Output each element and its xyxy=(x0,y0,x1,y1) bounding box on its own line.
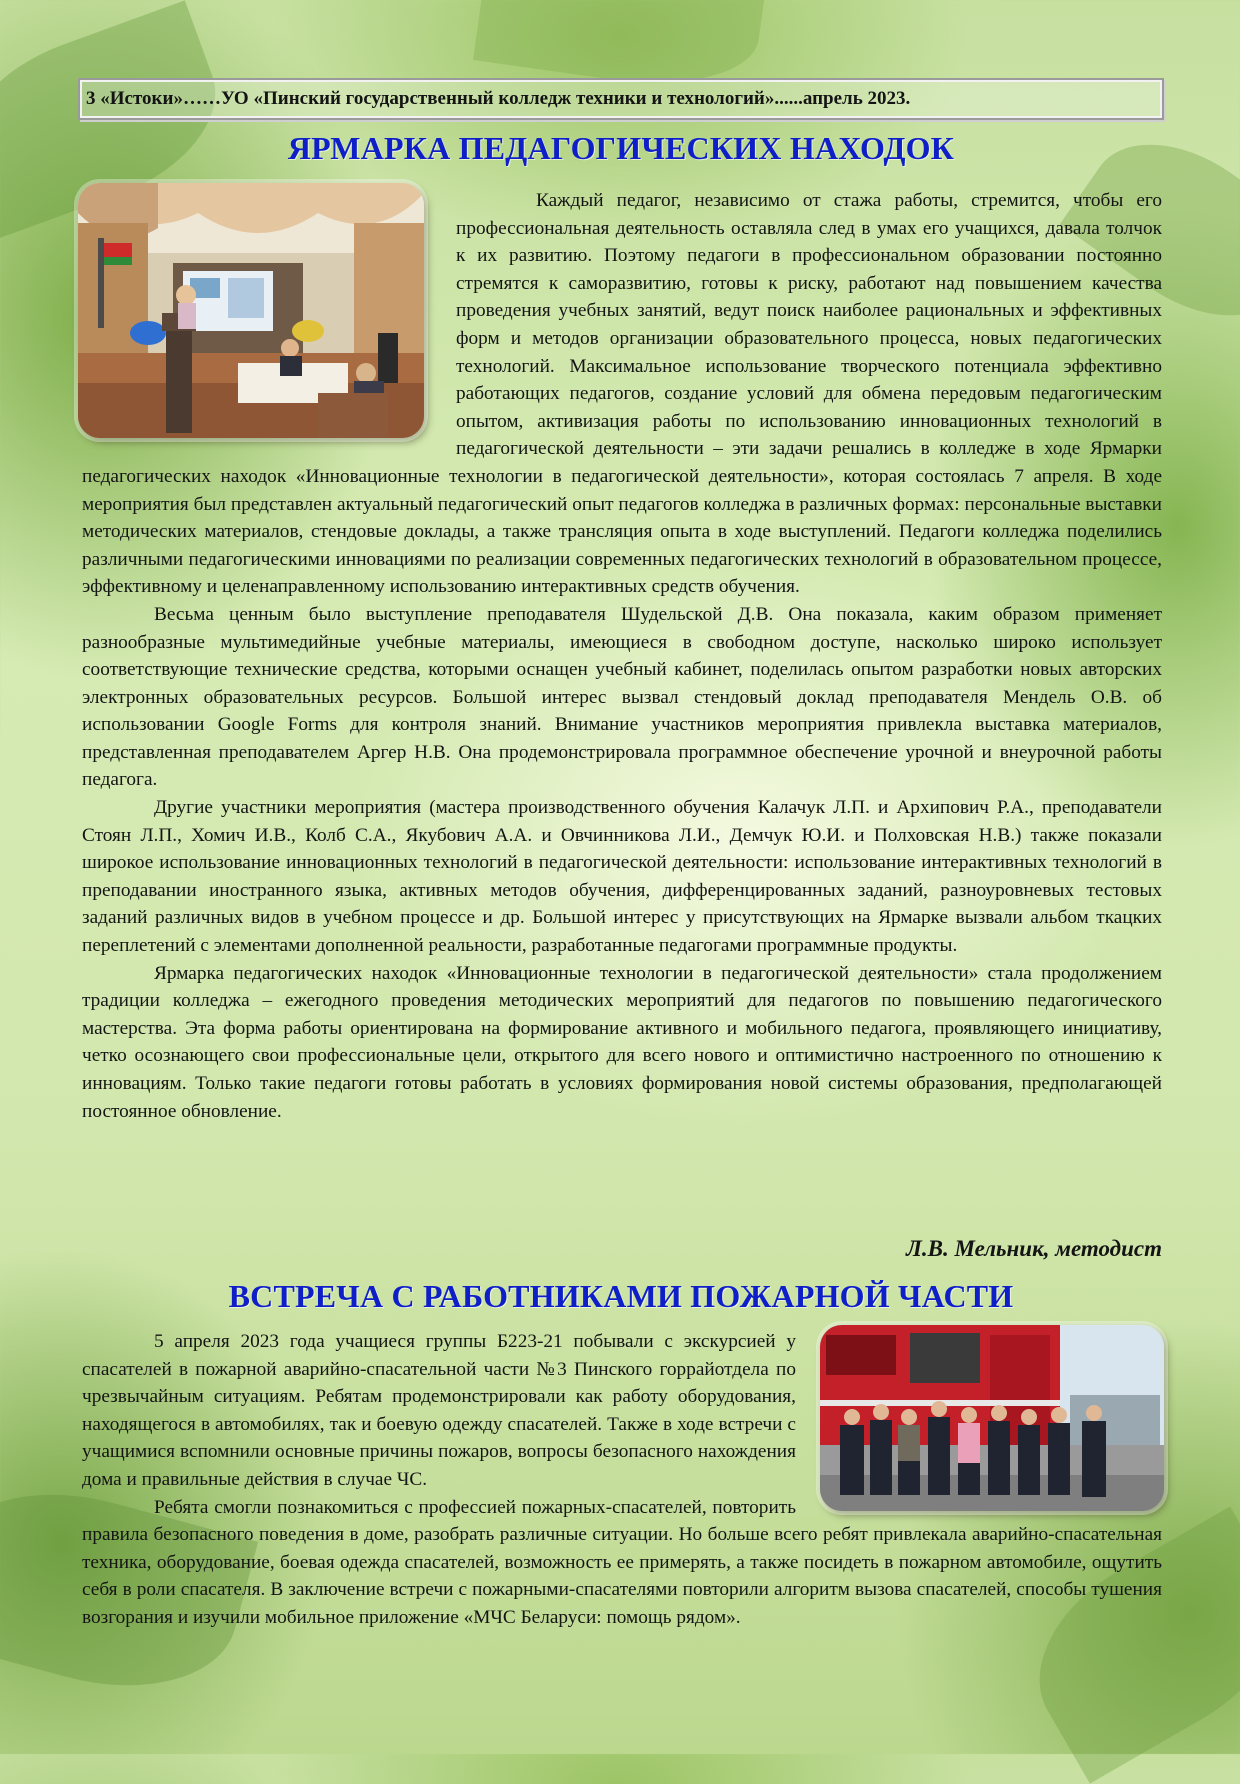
fair-paragraph-3: Другие участники мероприятия (мастера производственного обучения Калачук Л.П. и Архипович Р.А., преподаватели Стоян Л.П., Хомич И.В., Колб С.А., Якубович А.А. и Овчинникова Л.И., Демчук Ю.И. и Полховская Н.В.) также показали широкое использование инновационных технологий в педагогической деятельности: использование интерактивных технологий в преподавании иностранного языка, активных методов обучения, дифференцированных заданий, разноуровневых тестовых заданий различных видов в учебном процессе и др. Большой интерес у присутствующих на Ярмарке вызвали альбом ткацких переплетений с элементами дополненной реальности, разработанные педагогами программные продукты. xyxy=(82,797,1162,957)
fair-paragraph-4: Ярмарка педагогических находок «Инновационные технологии в педагогической деятельности» стала продолжением традиции колледжа – ежегодного проведения методических мероприятий для педагогов по повышению педагогического мастерства. Эта форма работы ориентирована на формирование активного и мобильного педагога, проявляющего инициативу, четко осознающего свои профессиональные цели, открытого для всего нового и оптимистично настроенного по отношению к инновациям. Только такие педагоги готовы работать в условиях формирования новой системы образования, предполагающей постоянное обновление. xyxy=(82,962,1162,1122)
assembly-hall-image xyxy=(78,183,424,438)
issue-header xyxy=(78,78,1164,120)
fair-paragraph-1: Каждый педагог, независимо от стажа работы, стремится, чтобы его профессиональная деятельность оставляла след в умах его учащихся, давала толчок к их развитию. Поэтому педагоги в профессиональном образовании постоянно стремятся к саморазвитию, готовы к риску, работают над повышением качества проведения учебных занятий, ведут поиск наиболее рациональных и эффективных форм и методов организации образовательного процесса, новых педагогических технологий. Максимальное использование творческого потенциала эффективно работающих педагогов, создание условий для обмена передовым педагогическим опытом, активизация работы по использованию инновационных технологий в педагогической деятельности – эти задачи решались в колледже в ходе Ярмарки педагогических находок «Инновационные технологии в педагогической деятельности», которая состоялась 7 апреля. В ходе мероприятия был представлен актуальный педагогический опыт педагогов колледжа в различных формах: персональные выставки методических материалов, стендовые доклады, а также трансляция опыта в ходе выступлений. Педагоги колледжа поделились различными педагогическими инновациями по реализации современных педагогических технологий в образовательном процессе, эффективному и целенаправленному использованию интерактивных средств обучения. xyxy=(82,190,1162,598)
assembly-hall-photo xyxy=(78,183,424,438)
fair-paragraph-2: Весьма ценным было выступление преподавателя Шудельской Д.В. Она показала, каким образом применяет разнообразные мультимедийные учебные материалы, имеющиеся в свободном доступе, насколько широко использует соответствующие технические средства, которыми оснащен учебный кабинет, поделилась опытом разработки новых авторских электронных образовательных ресурсов. Большой интерес вызвал стендовый доклад преподавателя Мендель О.В. об использовании Google Forms для контроля знаний. Внимание участников мероприятия привлекла выставка материалов, представленная преподавателем Аргер Н.В. Она продемонстрировала программное обеспечение урочной и внеурочной работы педагога. xyxy=(82,603,1162,791)
article-title-fair: ЯРМАРКА ПЕДАГОГИЧЕСКИХ НАХОДОК xyxy=(287,130,955,166)
fire-paragraph-1: 5 апреля 2023 года учащиеся группы Б223-21 побывали с экскурсией у спасателей в пожарной аварийно-спасательной части №3 Пинского горрайотдела по чрезвычайным ситуациям. Ребятам продемонстрировали как работу оборудования, находящегося в автомобилях, так и боевую одежду спасателей. Также в ходе встречи с учащимися вспомнили основные причины пожаров, вопросы безопасного нахождения дома и правильные действия в случае ЧС. xyxy=(82,1331,796,1490)
fire-station-image xyxy=(820,1325,1164,1511)
article-signature: Л.В. Мельник, методист xyxy=(906,1236,1162,1261)
article-title-fire-station: ВСТРЕЧА С РАБОТНИКАМИ ПОЖАРНОЙ ЧАСТИ xyxy=(228,1278,1014,1314)
fire-station-photo xyxy=(820,1325,1164,1511)
issue-header-text: 3 «Истоки»……УО «Пинский государственный колледж техники и технологий»......апрель 2023. xyxy=(86,88,911,109)
fire-paragraph-2: Ребята смогли познакомиться с профессией пожарных-спасателей, повторить правила безопасного поведения в доме, разобрать различные ситуации. Но больше всего ребят привлекала аварийно-спасательная техника, оборудование, боевая одежда спасателей, возможность ее примерять, а также посидеть в пожарном автомобиле, ощутить себя в роли спасателя. В заключение встречи с пожарными-спасателями повторили алгоритм вызова спасателей, способы тушения возгорания и изучили мобильное приложение «МЧС Беларуси: помощь рядом». xyxy=(82,1496,1162,1628)
